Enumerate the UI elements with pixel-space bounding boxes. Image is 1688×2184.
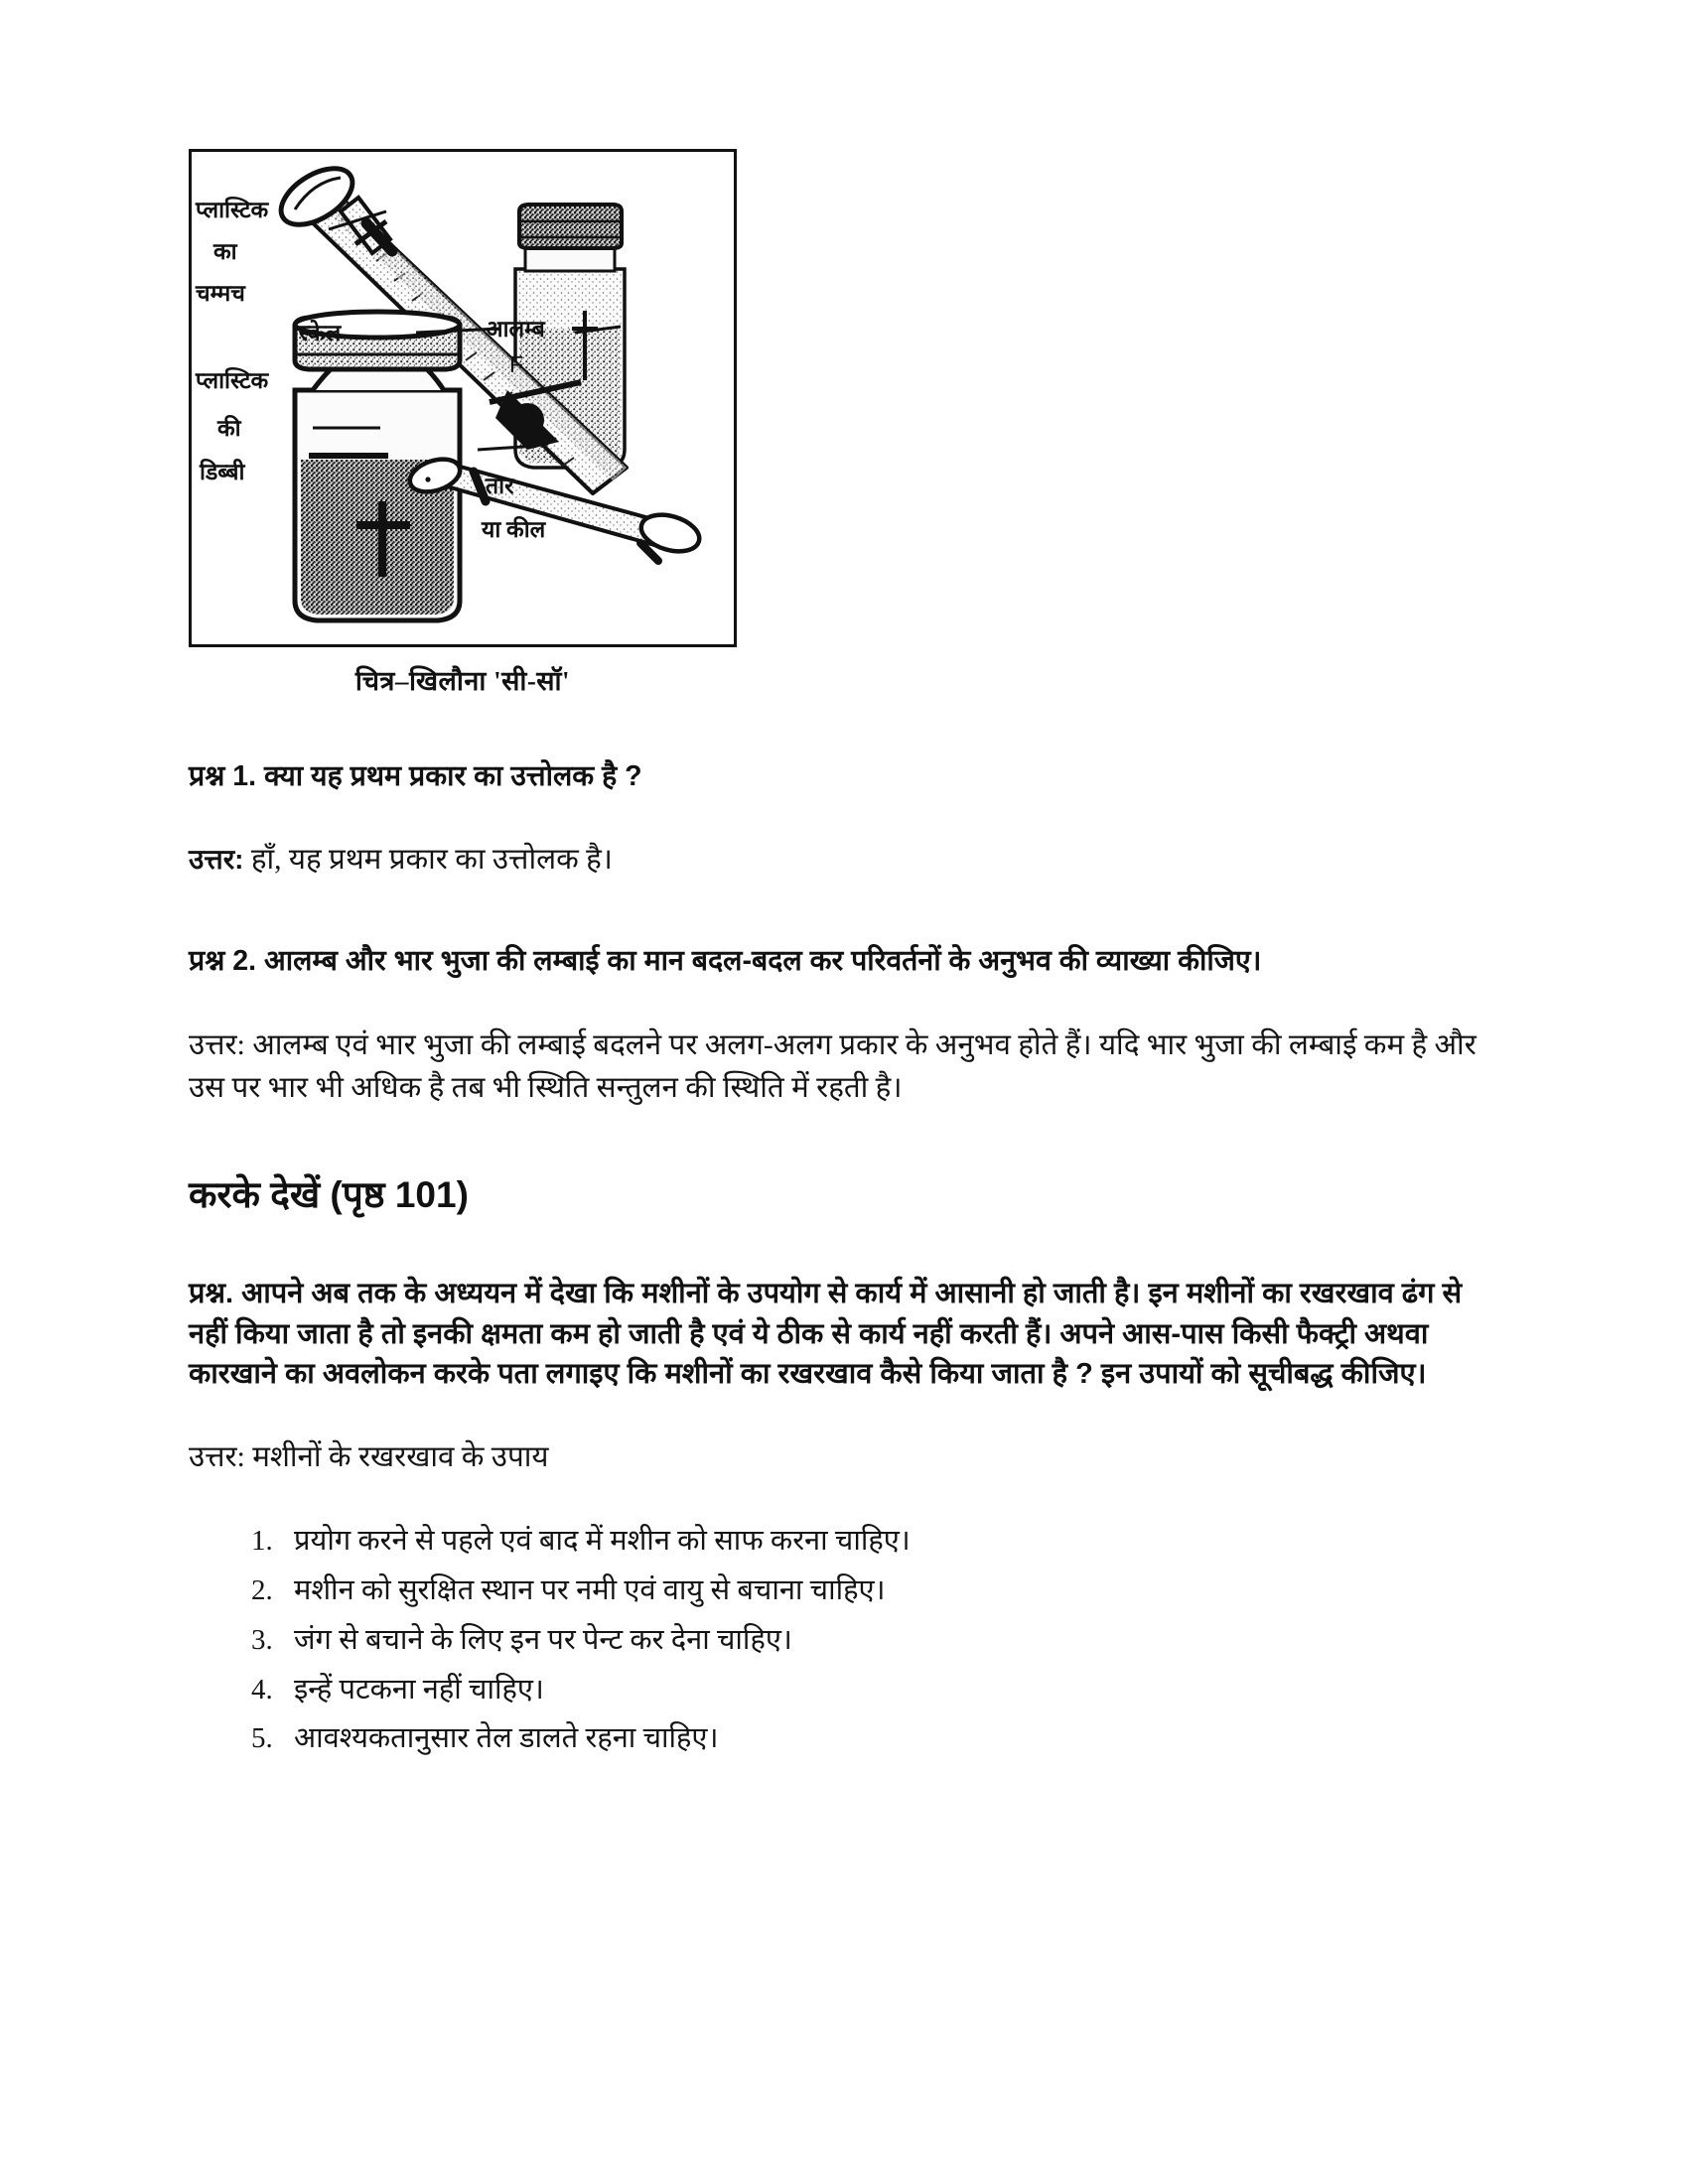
- figure-caption: चित्र–खिलौना 'सी-सॉ': [354, 666, 571, 696]
- see-saw-diagram: [192, 152, 734, 644]
- list-item: 2. मशीन को सुरक्षित स्थान पर नमी एवं वायु से बचाना चाहिए।: [280, 1567, 1499, 1616]
- label-fulcrum: आलम्ब: [486, 317, 545, 341]
- answer-1-text: हाँ, यह प्रथम प्रकार का उत्तोलक है।: [243, 844, 613, 877]
- answer-2-text: आलम्ब एवं भार भुजा की लम्बाई बदलने पर अलग-अलग प्रकार के अनुभव होते हैं। यदि भार भुजा की लम्बाई कम है और उस पर भार भी अधिक है तब भी स्थिति सन्तुलन की स्थिति में रहती है।: [189, 1028, 1477, 1104]
- maintenance-steps-list: [189, 1517, 1499, 1764]
- answer-2-label: उत्तर:: [189, 1028, 245, 1061]
- question-2: प्रश्न 2. आलम्ब और भार भुजा की लम्बाई का मान बदल-बदल कर परिवर्तनों के अनुभव की व्याख्या कीजिए।: [189, 944, 1262, 977]
- section-heading: करके देखें (पृष्ठ 101): [189, 1174, 469, 1215]
- answer-2: [189, 1024, 1479, 1110]
- label-wire-2: या कील: [482, 517, 546, 542]
- list-item: 4. इन्हें पटकना नहीं चाहिए।: [280, 1666, 1499, 1715]
- question-1: प्रश्न 1. क्या यह प्रथम प्रकार का उत्तोलक है ?: [189, 760, 642, 792]
- figure-frame: [189, 149, 737, 647]
- answer-1: [189, 838, 1499, 882]
- list-item: 3. जंग से बचाने के लिए इन पर पेन्ट कर देना चाहिए।: [280, 1616, 1499, 1666]
- label-scale: स्केल: [299, 321, 342, 345]
- label-fulcrum-f: F: [509, 351, 524, 377]
- answer-3: [189, 1436, 1479, 1479]
- label-plastic-box-2: की: [217, 416, 241, 441]
- question-3: प्रश्न. आपने अब तक के अध्ययन में देखा कि मशीनों के उपयोग से कार्य में आसानी हो जाती है। इन मशीनों का रखरखाव ढंग से नहीं किया जाता है तो इनकी क्षमता कम हो जाती है एवं ये ठीक से कार्य नहीं करती हैं। अपने आस-पास किसी फैक्ट्री अथवा कारखाने का अवलोकन करके पता लगाइए कि मशीनों का रखरखाव कैसे किया जाता है ? इन उपायों को सूचीबद्ध कीजिए।: [189, 1278, 1463, 1391]
- label-plastic-spoon-3: चम्मच: [196, 281, 245, 306]
- label-wire-1: तार: [486, 474, 514, 498]
- label-plastic-box-3: डिब्बी: [200, 460, 245, 484]
- page-content: [189, 149, 1499, 1764]
- label-plastic-spoon-1: प्लास्टिक: [196, 198, 269, 222]
- label-plastic-box-1: प्लास्टिक: [196, 368, 269, 393]
- figure-block: [189, 149, 745, 698]
- answer-1-label: उत्तर:: [189, 844, 244, 876]
- answer-3-text: मशीनों के रखरखाव के उपाय: [244, 1440, 549, 1473]
- label-plastic-spoon-2: का: [213, 239, 237, 264]
- list-item: 5. आवश्यकतानुसार तेल डालते रहना चाहिए।: [280, 1714, 1499, 1764]
- answer-3-label: उत्तर:: [189, 1440, 245, 1473]
- list-item: 1. प्रयोग करने से पहले एवं बाद में मशीन को साफ करना चाहिए।: [280, 1517, 1499, 1567]
